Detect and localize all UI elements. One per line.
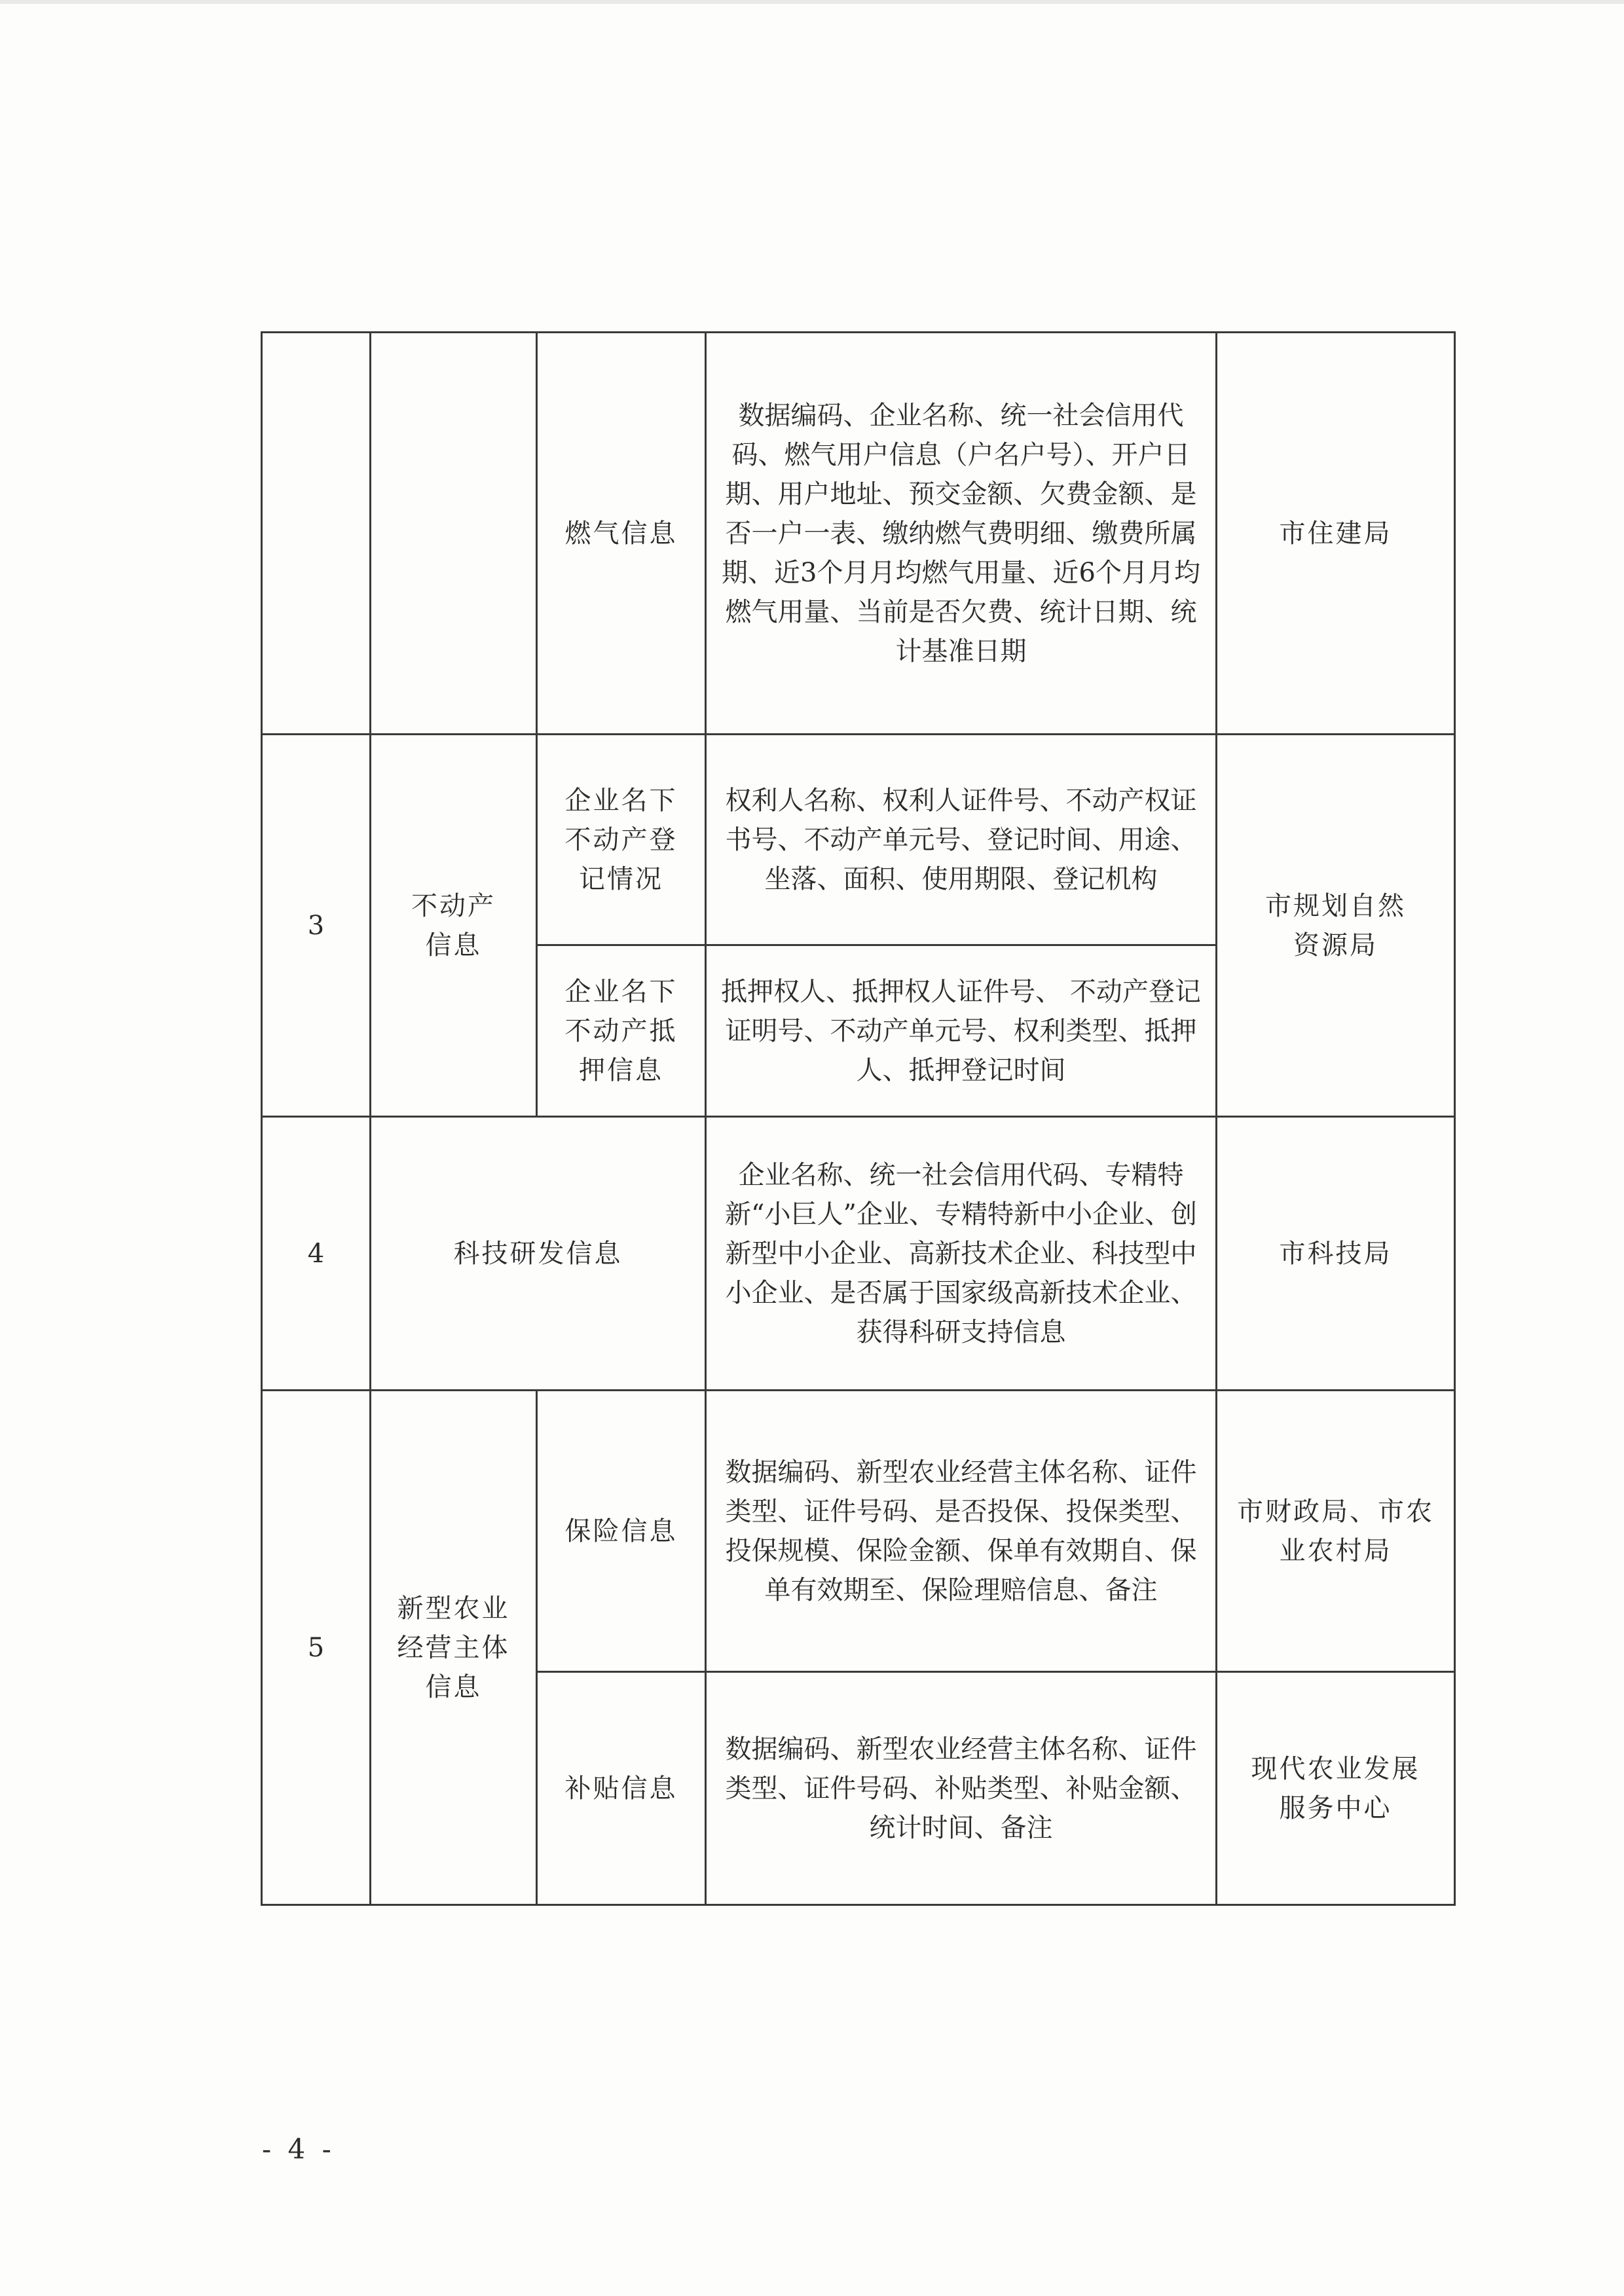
content-cell: 企业名称、统一社会信用代码、专精特新“小巨人”企业、专精特新中小企业、创新型中小企业、高新技术企业、科技型中小企业、是否属于国家级高新技术企业、获得科研支持信息 (706, 1117, 1217, 1391)
table-row (262, 1117, 1455, 1391)
department-cell: 市住建局 (1217, 333, 1455, 735)
content-cell: 抵押权人、抵押权人证件号、 不动产登记证明号、不动产单元号、权利类型、抵押人、抵押登记时间 (706, 945, 1217, 1117)
department-cell: 市规划自然资源局 (1217, 735, 1455, 1117)
content-cell: 数据编码、企业名称、统一社会信用代码、燃气用户信息（户名户号）、开户日期、用户地址、预交金额、欠费金额、是否一户一表、缴纳燃气费明细、缴费所属期、近3个月月均燃气用量、近6个月月均燃气用量、当前是否欠费、统计日期、统计基准日期 (706, 333, 1217, 735)
content-cell: 权利人名称、权利人证件号、不动产权证书号、不动产单元号、登记时间、用途、坐落、面积、使用期限、登记机构 (706, 735, 1217, 945)
category-cell: 科技研发信息 (371, 1117, 706, 1391)
subcategory-cell: 企业名下不动产抵押信息 (537, 945, 706, 1117)
subcategory-cell: 补贴信息 (537, 1672, 706, 1905)
department-cell: 现代农业发展服务中心 (1217, 1672, 1455, 1905)
content-cell: 数据编码、新型农业经营主体名称、证件类型、证件号码、补贴类型、补贴金额、统计时间、备注 (706, 1672, 1217, 1905)
scan-edge (0, 0, 1624, 4)
table-row (262, 735, 1455, 945)
page-number: - 4 - (262, 2133, 335, 2165)
data-catalog-table (261, 331, 1456, 1906)
row-number-cell: 5 (262, 1391, 371, 1905)
category-cell (371, 333, 537, 735)
table-row (262, 333, 1455, 735)
row-number-cell (262, 333, 371, 735)
content-cell: 数据编码、新型农业经营主体名称、证件类型、证件号码、是否投保、投保类型、投保规模、保险金额、保单有效期自、保单有效期至、保险理赔信息、备注 (706, 1391, 1217, 1672)
department-cell: 市财政局、市农业农村局 (1217, 1391, 1455, 1672)
category-cell: 不动产信息 (371, 735, 537, 1117)
department-cell: 市科技局 (1217, 1117, 1455, 1391)
category-cell: 新型农业经营主体信息 (371, 1391, 537, 1905)
subcategory-cell: 保险信息 (537, 1391, 706, 1672)
row-number-cell: 3 (262, 735, 371, 1117)
subcategory-cell: 企业名下不动产登记情况 (537, 735, 706, 945)
subcategory-cell: 燃气信息 (537, 333, 706, 735)
row-number-cell: 4 (262, 1117, 371, 1391)
table-row (262, 1391, 1455, 1672)
